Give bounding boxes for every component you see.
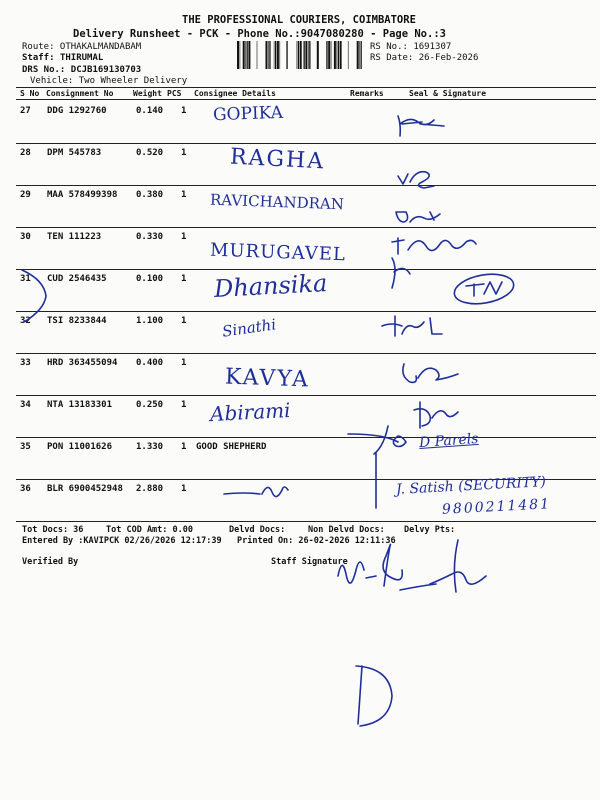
barcode-image (237, 41, 365, 69)
staff-line (22, 53, 103, 64)
row-consignment: TEN 111223 (47, 232, 102, 242)
drs-value: DCJB169130703 (70, 65, 142, 75)
entered-by: Entered By :KAVIPCK 02/26/2026 12:17:39 (22, 536, 222, 546)
row-sno: 30 (20, 232, 31, 242)
staff-signature-label: Staff Signature (271, 557, 348, 567)
row-pcs: 1 (181, 148, 187, 158)
row-consignment: BLR 6900452948 (47, 484, 123, 494)
row-weight: 0.140 (136, 106, 164, 116)
vehicle-text: Vehicle: Two Wheeler Delivery (30, 76, 188, 86)
row-consignment: TSI 8233844 (47, 316, 107, 326)
delivered-docs: Delvd Docs: (229, 525, 286, 535)
handwritten-name: Dhansika (213, 269, 328, 303)
row-sno: 31 (20, 274, 31, 284)
table-header (16, 88, 596, 99)
runsheet-title: Delivery Runsheet - PCK - Phone No.:9047080280 - Page No.:3 (73, 28, 446, 40)
row-sno: 27 (20, 106, 31, 116)
row-weight: 0.400 (136, 358, 164, 368)
col-remarks: Remarks (350, 89, 384, 98)
col-pcs: PCS (167, 89, 182, 98)
col-weight: Weight (133, 89, 162, 98)
handwritten-name: RAVICHANDRAN (209, 190, 345, 214)
handwritten-name: Abirami (209, 397, 292, 427)
handwritten-security-name: J. Satish (SECURITY) (395, 474, 547, 498)
row-weight: 0.330 (136, 232, 164, 242)
row-pcs: 1 (181, 274, 187, 284)
col-seal: Seal & Signature (409, 89, 487, 98)
staff-label: Staff: (22, 53, 55, 63)
table-row (16, 437, 596, 479)
row-pcs: 1 (181, 190, 187, 200)
non-delivered-docs: Non Delvd Docs: (308, 525, 385, 535)
col-consignment: Consignment No (46, 89, 114, 98)
row-consignee: GOOD SHEPHERD (196, 442, 267, 452)
row-pcs: 1 (181, 106, 187, 116)
drs-label: DRS No.: (22, 65, 66, 75)
row-consignment: NTA 13183301 (47, 400, 113, 410)
total-cod: Tot COD Amt: 0.00 (106, 525, 193, 535)
table-row (16, 101, 596, 143)
staff-value: THIRUMAL (59, 53, 104, 63)
row-pcs: 1 (181, 232, 187, 242)
handwritten-phone: 9800211481 (441, 496, 552, 518)
row-weight: 0.250 (136, 400, 164, 410)
row-pcs: 1 (181, 400, 187, 410)
row-consignment: MAA 578499398 (47, 190, 118, 200)
table-row (16, 311, 596, 353)
table-row (16, 395, 596, 437)
col-consignee: Consignee Details (194, 89, 276, 98)
rs-number: RS No.: 1691307 (370, 42, 452, 52)
row-sno: 36 (20, 484, 31, 494)
row-sno: 29 (20, 190, 31, 200)
row-consignment: HRD 363455094 (47, 358, 118, 368)
row-sno: 33 (20, 358, 31, 368)
row-sno: 34 (20, 400, 31, 410)
row-consignment: PON 11001626 (47, 442, 113, 452)
row-weight: 1.330 (136, 442, 164, 452)
handwritten-seal-text: D Parels (418, 430, 479, 452)
row-weight: 0.100 (136, 274, 164, 284)
row-sno: 35 (20, 442, 31, 452)
row-consignment: DDG 1292760 (47, 106, 107, 116)
handwritten-d-mark (356, 666, 392, 726)
delivery-points: Delvy Pts: (404, 525, 456, 535)
handwritten-name: Sinathi (221, 315, 278, 341)
table-bottom-rule (16, 521, 596, 522)
row-weight: 1.100 (136, 316, 164, 326)
col-sno: S No (20, 89, 40, 98)
row-weight: 0.520 (136, 148, 164, 158)
printed-on: Printed On: 26-02-2026 12:11:36 (237, 536, 396, 546)
handwritten-name: MURUGAVEL (209, 239, 347, 266)
row-weight: 0.380 (136, 190, 164, 200)
row-weight: 2.880 (136, 484, 164, 494)
verified-by: Verified By (22, 557, 79, 567)
drs-line (22, 65, 141, 76)
staff-signature (338, 540, 486, 592)
rs-date: RS Date: 26-Feb-2026 (370, 53, 479, 63)
header-bottom-rule (16, 99, 596, 100)
row-pcs: 1 (181, 358, 187, 368)
row-consignment: CUD 2546435 (47, 274, 107, 284)
handwritten-name: RAGHA (229, 144, 326, 175)
route-text: Route: OTHAKALMANDABAM (22, 42, 142, 52)
row-consignment: DPM 545783 (47, 148, 102, 158)
total-docs: Tot Docs: 36 (22, 525, 84, 535)
row-sno: 28 (20, 148, 31, 158)
row-pcs: 1 (181, 442, 187, 452)
handwritten-name: KAVYA (224, 364, 311, 393)
company-name: THE PROFESSIONAL COURIERS, COIMBATORE (182, 14, 416, 26)
row-pcs: 1 (181, 484, 187, 494)
row-pcs: 1 (181, 316, 187, 326)
handwritten-name: GOPIKA (212, 102, 284, 126)
row-sno: 32 (20, 316, 31, 326)
